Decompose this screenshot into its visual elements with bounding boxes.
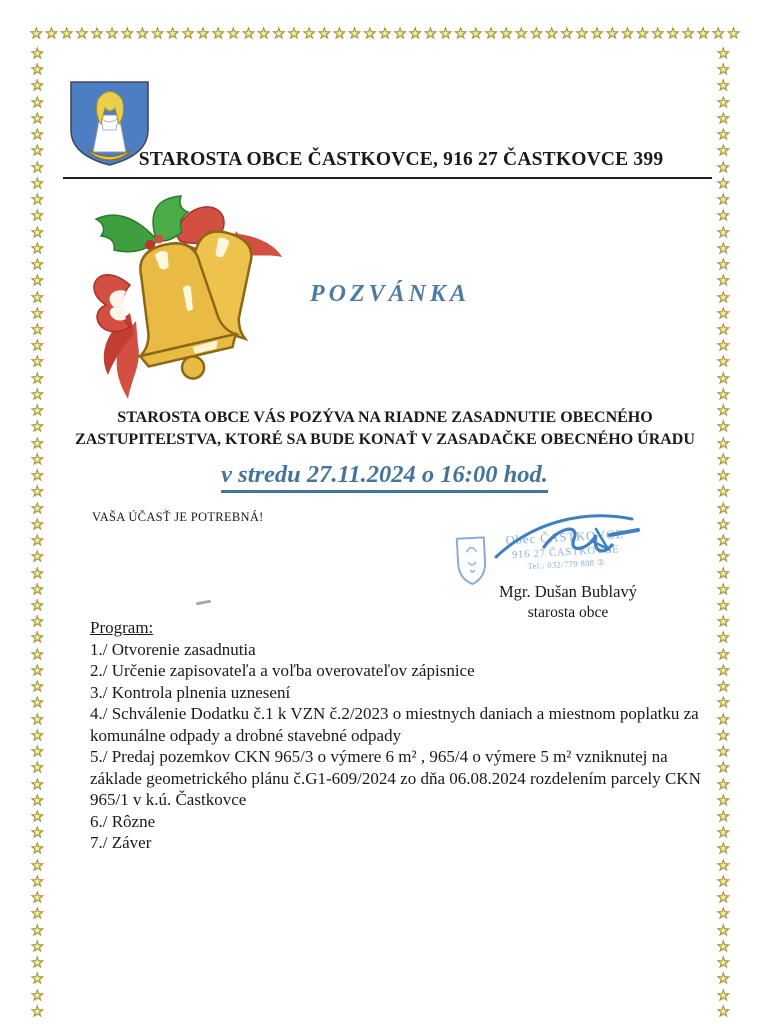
star-icon: ★: [515, 26, 528, 42]
star-icon: ★: [717, 143, 730, 160]
program-item: 1./ Otvorenie zasadnutia: [90, 639, 256, 659]
star-icon: ★: [717, 646, 730, 663]
star-icon: ★: [45, 26, 58, 42]
star-icon: ★: [717, 662, 730, 679]
star-icon: ★: [712, 26, 725, 42]
star-icon: ★: [717, 338, 730, 355]
star-icon: ★: [31, 581, 44, 598]
star-icon: ★: [717, 159, 730, 176]
star-icon: ★: [717, 62, 730, 79]
star-icon: ★: [227, 26, 240, 42]
star-icon: ★: [31, 549, 44, 566]
star-icon: ★: [717, 890, 730, 907]
star-icon: ★: [31, 873, 44, 890]
star-icon: ★: [31, 695, 44, 712]
star-border-right: [717, 47, 730, 1019]
star-icon: ★: [31, 646, 44, 663]
stamp-line-3: Tel.: 032/779 808 ②: [527, 556, 606, 571]
star-icon: ★: [302, 26, 316, 42]
star-icon: ★: [272, 26, 286, 42]
star-icon: ★: [696, 26, 710, 42]
star-icon: ★: [717, 419, 730, 436]
star-icon: ★: [31, 906, 44, 923]
star-icon: ★: [31, 338, 44, 355]
star-icon: ★: [31, 208, 44, 225]
star-icon: ★: [31, 143, 44, 160]
star-icon: ★: [31, 679, 44, 696]
star-icon: ★: [717, 516, 730, 533]
star-icon: ★: [31, 46, 44, 62]
star-icon: ★: [717, 727, 730, 744]
star-icon: ★: [717, 955, 730, 972]
star-icon: ★: [717, 192, 730, 209]
star-icon: ★: [717, 224, 730, 241]
star-icon: ★: [717, 208, 730, 225]
star-icon: ★: [499, 26, 513, 42]
star-border-top: [30, 27, 740, 41]
star-icon: ★: [31, 630, 44, 647]
star-icon: ★: [31, 94, 44, 111]
star-icon: ★: [60, 26, 73, 42]
star-icon: ★: [31, 451, 44, 468]
star-icon: ★: [717, 78, 730, 95]
star-icon: ★: [717, 370, 730, 387]
star-icon: ★: [717, 110, 730, 127]
star-icon: ★: [717, 971, 730, 988]
star-icon: ★: [287, 26, 301, 42]
star-icon: ★: [717, 857, 730, 874]
star-icon: ★: [105, 26, 119, 42]
star-icon: ★: [31, 370, 44, 387]
star-icon: ★: [31, 533, 44, 550]
star-icon: ★: [211, 26, 225, 42]
header-rule: [63, 177, 712, 179]
star-icon: ★: [717, 825, 730, 842]
star-icon: ★: [717, 906, 730, 923]
star-icon: ★: [717, 987, 730, 1004]
star-icon: ★: [31, 825, 44, 842]
star-icon: ★: [31, 955, 44, 972]
star-icon: ★: [120, 26, 134, 42]
star-icon: ★: [666, 26, 680, 42]
program-item: 5./ Predaj pozemkov CKN 965/3 o výmere 6 m² , 965/4 o výmere 5 m² vzniknutej na základe geometrického plánu č.G1-609/2024 zo dňa 06.08.2024 rozdelením parcely CKN 965/1 v k.ú. Častkovce: [90, 747, 701, 809]
star-icon: ★: [717, 289, 730, 306]
star-icon: ★: [590, 26, 604, 42]
star-icon: ★: [166, 26, 179, 42]
star-icon: ★: [717, 468, 730, 485]
star-icon: ★: [31, 922, 44, 939]
star-icon: ★: [393, 26, 407, 42]
star-icon: ★: [681, 26, 695, 42]
star-icon: ★: [31, 500, 44, 517]
star-icon: ★: [717, 873, 730, 890]
star-icon: ★: [363, 26, 376, 42]
star-icon: ★: [717, 273, 730, 290]
star-icon: ★: [90, 26, 104, 42]
star-icon: ★: [181, 26, 195, 42]
star-icon: ★: [717, 500, 730, 517]
star-icon: ★: [530, 26, 543, 42]
star-icon: ★: [31, 289, 44, 306]
star-icon: ★: [545, 26, 558, 42]
star-icon: ★: [136, 26, 149, 42]
star-icon: ★: [717, 386, 730, 403]
star-icon: ★: [717, 614, 730, 631]
star-icon: ★: [31, 240, 44, 257]
star-icon: ★: [242, 26, 255, 42]
star-icon: ★: [31, 938, 44, 955]
star-icon: ★: [717, 695, 730, 712]
star-icon: ★: [31, 614, 44, 631]
star-icon: ★: [717, 94, 730, 111]
star-icon: ★: [717, 630, 730, 647]
program-section: [90, 617, 718, 854]
star-icon: ★: [31, 1003, 44, 1020]
star-icon: ★: [717, 127, 730, 144]
program-heading: Program:: [90, 618, 154, 637]
star-icon: ★: [31, 890, 44, 907]
header-title: STAROSTA OBCE ČASTKOVCE, 916 27 ČASTKOVCE 399: [138, 149, 664, 170]
star-icon: ★: [717, 257, 730, 274]
star-icon: ★: [31, 127, 44, 144]
meeting-datetime-row: [0, 461, 769, 493]
stamp-line-2: 916 27 ČASTKOVCE: [511, 543, 620, 561]
star-icon: ★: [717, 565, 730, 582]
star-icon: ★: [717, 354, 730, 371]
program-item: 4./ Schválenie Dodatku č.1 k VZN č.2/2023 o miestnych daniach a miestnom poplatku za komunálne odpady a drobné stavebné odpady: [90, 704, 699, 745]
star-icon: ★: [717, 533, 730, 550]
star-icon: ★: [31, 62, 44, 79]
star-icon: ★: [257, 26, 270, 42]
star-icon: ★: [717, 776, 730, 793]
star-icon: ★: [621, 26, 634, 42]
star-icon: ★: [31, 597, 44, 614]
star-icon: ★: [31, 273, 44, 290]
star-icon: ★: [196, 26, 210, 42]
invitation-text: [58, 407, 712, 451]
star-icon: ★: [717, 321, 730, 338]
star-icon: ★: [717, 435, 730, 452]
star-icon: ★: [717, 938, 730, 955]
star-icon: ★: [717, 792, 730, 809]
star-icon: ★: [31, 403, 44, 420]
star-icon: ★: [31, 841, 44, 858]
star-icon: ★: [717, 484, 730, 501]
attendance-note: VAŠA ÚČASŤ JE POTREBNÁ!: [92, 510, 264, 524]
star-icon: ★: [151, 26, 164, 42]
invitation-line-1: STAROSTA OBCE VÁS POZÝVA NA RIADNE ZASADNUTIE OBECNÉHO: [117, 409, 653, 426]
star-icon: ★: [317, 26, 331, 42]
star-icon: ★: [727, 26, 740, 42]
stray-pen-mark: [196, 600, 211, 606]
star-icon: ★: [469, 26, 483, 42]
star-icon: ★: [31, 159, 44, 176]
star-icon: ★: [717, 760, 730, 777]
stamp-line-1: Obec ČASTKOVCE: [505, 527, 625, 548]
star-icon: ★: [31, 468, 44, 485]
star-icon: ★: [31, 484, 44, 501]
star-icon: ★: [31, 305, 44, 322]
star-icon: ★: [31, 354, 44, 371]
star-border-left: [31, 47, 44, 1019]
star-icon: ★: [717, 175, 730, 192]
star-icon: ★: [31, 760, 44, 777]
star-icon: ★: [560, 26, 574, 42]
star-icon: ★: [31, 857, 44, 874]
star-icon: ★: [30, 26, 43, 42]
star-icon: ★: [717, 711, 730, 728]
star-icon: ★: [31, 516, 44, 533]
star-icon: ★: [75, 26, 89, 42]
signatory-name: Mgr. Dušan Bublavý: [499, 582, 637, 601]
star-icon: ★: [31, 711, 44, 728]
star-icon: ★: [717, 451, 730, 468]
star-icon: ★: [31, 565, 44, 582]
star-icon: ★: [31, 192, 44, 209]
star-icon: ★: [439, 26, 452, 42]
signatory-role: starosta obce: [527, 603, 609, 621]
star-icon: ★: [31, 175, 44, 192]
star-icon: ★: [605, 26, 619, 42]
star-icon: ★: [31, 110, 44, 127]
star-icon: ★: [424, 26, 437, 42]
star-icon: ★: [31, 386, 44, 403]
invitation-line-2: ZASTUPITEĽSTVA, KTORÉ SA BUDE KONAŤ V ZASADAČKE OBECNÉHO ÚRADU: [75, 431, 695, 448]
star-icon: ★: [333, 26, 346, 42]
program-item: 7./ Záver: [90, 833, 152, 852]
signature-scribble: [492, 503, 644, 563]
meeting-datetime: v stredu 27.11.2024 o 16:00 hod.: [221, 461, 548, 493]
signatory-block: [472, 582, 664, 622]
program-item: 2./ Určenie zapisovateľa a voľba overovateľov zápisnice: [90, 661, 475, 680]
star-icon: ★: [454, 26, 467, 42]
star-icon: ★: [31, 809, 44, 826]
star-icon: ★: [717, 403, 730, 420]
star-icon: ★: [651, 26, 664, 42]
star-icon: ★: [408, 26, 422, 42]
program-item: 3./ Kontrola plnenia uznesení: [90, 682, 291, 702]
star-icon: ★: [717, 679, 730, 696]
star-icon: ★: [31, 971, 44, 988]
star-icon: ★: [31, 78, 44, 95]
star-icon: ★: [484, 26, 498, 42]
star-icon: ★: [31, 257, 44, 274]
star-icon: ★: [717, 549, 730, 566]
star-icon: ★: [31, 987, 44, 1004]
star-icon: ★: [348, 26, 361, 42]
star-icon: ★: [31, 224, 44, 241]
star-icon: ★: [31, 744, 44, 761]
star-icon: ★: [717, 46, 730, 62]
star-icon: ★: [717, 841, 730, 858]
star-icon: ★: [636, 26, 649, 42]
star-icon: ★: [717, 1003, 730, 1020]
star-icon: ★: [378, 26, 392, 42]
star-icon: ★: [31, 321, 44, 338]
star-icon: ★: [31, 435, 44, 452]
star-icon: ★: [31, 792, 44, 809]
star-icon: ★: [575, 26, 589, 42]
star-icon: ★: [717, 581, 730, 598]
star-icon: ★: [717, 922, 730, 939]
star-icon: ★: [717, 597, 730, 614]
star-icon: ★: [717, 240, 730, 257]
star-icon: ★: [717, 809, 730, 826]
star-icon: ★: [717, 305, 730, 322]
page-title: POZVÁNKA: [309, 281, 470, 307]
star-icon: ★: [31, 419, 44, 436]
star-icon: ★: [31, 727, 44, 744]
star-icon: ★: [31, 662, 44, 679]
star-icon: ★: [717, 744, 730, 761]
star-icon: ★: [31, 776, 44, 793]
program-item: 6./ Rôzne: [90, 811, 156, 831]
